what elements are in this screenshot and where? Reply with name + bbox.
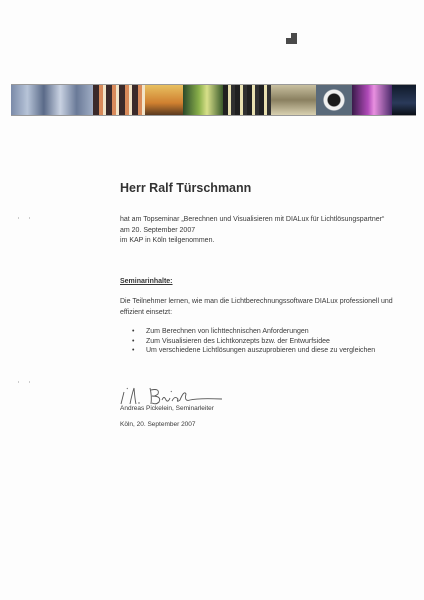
- participation-line-1: hat am Topseminar „Berechnen und Visualisieren mit DIALux für Lichtlösungspartner“: [120, 216, 385, 223]
- list-item-text: Zum Berechnen von lichttechnischen Anforderungen: [146, 328, 309, 335]
- banner-photo-night: [392, 85, 416, 115]
- banner-photo-interior-warm: [145, 85, 183, 115]
- bullet-icon: •: [132, 328, 135, 335]
- bullet-icon: •: [132, 337, 135, 345]
- list-item: [132, 346, 375, 356]
- banner-photo-ceiling: [223, 85, 271, 115]
- margin-mark-bottom: [18, 381, 30, 383]
- seminar-topics-list: [132, 327, 375, 356]
- banner-photo-facade: [11, 85, 93, 115]
- photo-banner: [11, 84, 416, 116]
- banner-photo-circle: [316, 85, 352, 115]
- participation-statement: [120, 215, 384, 247]
- list-item-text: Um verschiedene Lichtlösungen auszuprobieren und diese zu vergleichen: [146, 347, 376, 354]
- company-logo-icon: [286, 33, 301, 48]
- participation-line-2: am 20. September 2007: [120, 226, 196, 234]
- recipient-name: Herr Ralf Türschmann: [120, 181, 252, 195]
- participation-line-3: im KAP in Köln teilgenommen.: [120, 237, 215, 244]
- list-item-text: Zum Visualisieren des Lichtkonzepts bzw. der Entwurfsidee: [146, 337, 330, 345]
- margin-mark-top: [18, 217, 30, 219]
- place-and-date: Köln, 20. September 2007: [120, 421, 196, 428]
- list-item: [132, 337, 375, 347]
- banner-photo-interior-green: [183, 85, 223, 115]
- seminar-description: [120, 297, 393, 318]
- banner-photo-windows: [93, 85, 145, 115]
- description-line-1: Die Teilnehmer lernen, wie man die Lichtberechnungssoftware DIALux professionell und: [120, 298, 393, 305]
- seminar-contents-heading: Seminarinhalte:: [120, 278, 173, 285]
- list-item: [132, 327, 375, 337]
- banner-photo-purple-light: [352, 85, 392, 115]
- description-line-2: effizient einsetzt:: [120, 308, 173, 316]
- signer-name-title: Andreas Pickelein, Seminarleiter: [120, 405, 214, 412]
- banner-photo-hall: [271, 85, 316, 115]
- bullet-icon: •: [132, 347, 135, 354]
